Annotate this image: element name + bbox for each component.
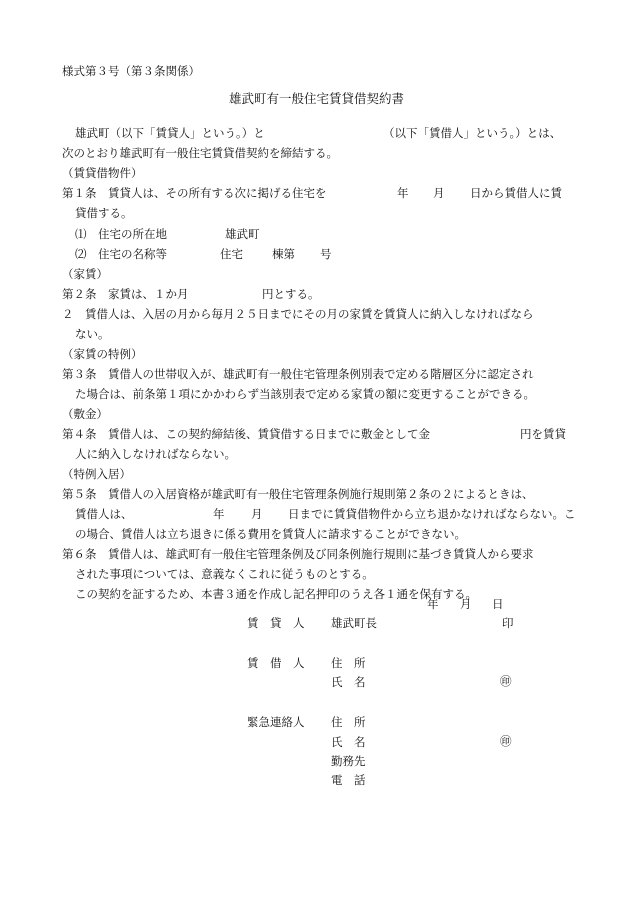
heading-deposit: （敷金）	[62, 407, 108, 421]
item2-building: 棟第	[272, 247, 295, 261]
article6-line2: された事項については、意義なくこれに従うものとする。	[75, 567, 374, 581]
lessor-value: 雄武町長	[331, 616, 377, 630]
article1-year: 年	[397, 186, 409, 200]
article5-line2-part1: 賃借人は、	[75, 507, 133, 521]
article4-line1-part1: 第４条 賃借人は、この契約締結後、賃貸借する日までに敷金として金	[62, 427, 430, 441]
lessee-label: 賃 借 人	[247, 656, 305, 670]
article5-line1: 第５条 賃借人の入居資格が雄武町有一般住宅管理条例施行規則第２条の２によるときは、	[62, 487, 534, 501]
date-year: 年	[427, 597, 439, 611]
intro-line1-part1: 雄武町（以下「賃貸人」という。）と	[75, 126, 265, 140]
heading-rent: （家賃）	[62, 267, 108, 281]
heading-rental-property: （賃貸借物件）	[62, 166, 143, 180]
item2-label: ⑵ 住宅の名称等	[75, 247, 167, 261]
article2-line1-part1: 第２条 家賃は、１か月	[62, 287, 189, 301]
article2-para2-line2: ない。	[75, 327, 110, 341]
item1-value: 雄武町	[225, 227, 260, 241]
lessee-seal-mark: ㊞	[500, 674, 512, 688]
form-number: 様式第３号（第３条関係）	[62, 64, 200, 78]
article3-line1: 第３条 賃借人の世帯収入が、雄武町有一般住宅管理条例別表で定める階層区分に認定され	[62, 367, 534, 381]
article2-line1-part2: 円とする。	[262, 287, 320, 301]
item1-label: ⑴ 住宅の所在地	[75, 227, 167, 241]
closing-statement: この契約を証するため、本書３通を作成し記名押印のうえ各１通を保有する。	[75, 587, 478, 601]
article1-month: 月	[433, 186, 445, 200]
article5-line3: の場合、賃借人は立ち退きに係る費用を賃貸人に請求することができない。	[75, 527, 466, 541]
article5-year: 年	[213, 507, 225, 521]
item2-number: 号	[320, 247, 332, 261]
date-month: 月	[460, 597, 472, 611]
emergency-phone-label: 電 話	[331, 773, 366, 787]
lessor-label: 賃 貸 人	[247, 616, 305, 630]
heading-special-tenancy: （特例入居）	[62, 467, 131, 481]
intro-line2: 次のとおり雄武町有一般住宅賃貸借契約を締結する。	[62, 146, 338, 160]
article3-line2: た場合は、前条第１項にかかわらず当該別表で定める家賃の額に変更することができる。	[75, 387, 535, 401]
lessee-address-label: 住 所	[331, 656, 366, 670]
date-day: 日	[492, 597, 504, 611]
heading-rent-exception: （家賃の特例）	[62, 347, 143, 361]
document-title: 雄武町有一般住宅賃貸借契約書	[229, 91, 405, 106]
lessor-seal: 印	[502, 616, 514, 630]
emergency-address-label: 住 所	[331, 715, 366, 729]
emergency-contact-label: 緊急連絡人	[247, 715, 305, 729]
intro-line1-part2: （以下「賃借人」という。）とは、	[383, 126, 562, 140]
article4-line2: 人に納入しなければならない。	[75, 447, 236, 461]
item2-house: 住宅	[220, 247, 243, 261]
article5-line2-part2: 日までに賃貸借物件から立ち退かなければならない。こ	[288, 507, 576, 521]
article1-line2: 貸借する。	[75, 206, 133, 220]
emergency-seal-mark: ㊞	[500, 734, 512, 748]
article2-para2-line1: ２ 賃借人は、入居の月から毎月２５日までにその月の家賃を賃貸人に納入しなければなら	[62, 307, 534, 321]
article1-line1-part2: 日から賃借人に賃	[470, 186, 562, 200]
lessee-name-label: 氏 名	[331, 675, 366, 689]
emergency-name-label: 氏 名	[331, 735, 366, 749]
article1-line1-part1: 第１条 賃貸人は、その所有する次に掲げる住宅を	[62, 186, 327, 200]
emergency-workplace-label: 勤務先	[331, 754, 366, 768]
article5-month: 月	[251, 507, 263, 521]
article6-line1: 第６条 賃借人は、雄武町有一般住宅管理条例及び同条例施行規則に基づき賃貸人から要求	[62, 547, 534, 561]
article4-line1-part2: 円を賃貸	[520, 427, 566, 441]
